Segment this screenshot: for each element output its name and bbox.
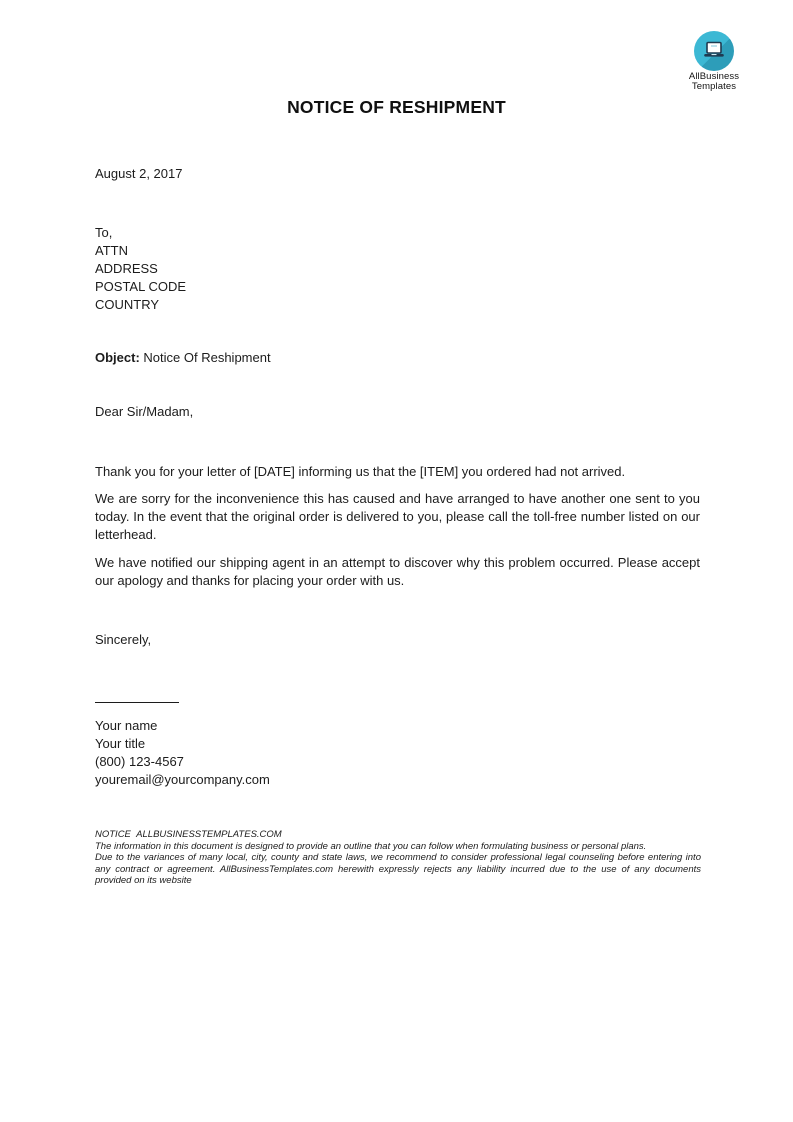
footer-legal: Due to the variances of many local, city, county and state laws, we recommend to consider professional legal counseling before entering into any contract or agreement. AllBusinessTemplates.com herewith expressly rejects any liability incurred due to the use of any documents provided on its website: [95, 852, 701, 886]
document-title: NOTICE OF RESHIPMENT: [287, 97, 506, 117]
body-paragraph: Thank you for your letter of [DATE] informing us that the [ITEM] you ordered had not arrived.: [95, 464, 626, 479]
logo-circle: [694, 31, 734, 71]
signature-email: youremail@yourcompany.com: [95, 772, 270, 787]
body-paragraph: We have notified our shipping agent in an attempt to discover why this problem occurred. Please accept our apology and thanks for placing your order with us.: [95, 555, 700, 588]
laptop-icon: [701, 41, 727, 61]
footer-line: The information in this document is designed to provide an outline that you can follow when formulating business or personal plans.: [95, 840, 647, 852]
logo: [666, 31, 762, 92]
recipient-line: To,: [95, 225, 113, 240]
subject-line: [95, 349, 700, 367]
footer: [95, 829, 701, 887]
recipient-line: COUNTRY: [95, 297, 160, 312]
subject-value: Notice Of Reshipment: [139, 350, 271, 365]
letter-date: August 2, 2017: [95, 166, 183, 181]
recipient-line: POSTAL CODE: [95, 279, 187, 294]
subject-label: Object:: [95, 350, 140, 365]
body-paragraph: We are sorry for the inconvenience this has caused and have arranged to have another one sent to you today. In the event that the original order is delivered to you, please call the toll-free number listed on our letterhead.: [95, 491, 700, 542]
logo-name-line1: AllBusiness: [688, 71, 740, 82]
logo-name-line2: Templates: [691, 81, 737, 92]
salutation: Dear Sir/Madam,: [95, 404, 194, 419]
signature-name: Your name: [95, 718, 158, 733]
footer-notice: NOTICE ALLBUSINESSTEMPLATES.COM: [95, 829, 282, 840]
signature-block: [95, 717, 700, 789]
signature-title: Your title: [95, 736, 146, 751]
recipient-block: [95, 224, 700, 314]
recipient-line: ADDRESS: [95, 261, 158, 276]
signature-phone: (800) 123-4567: [95, 754, 184, 769]
signature-line: [95, 690, 179, 703]
recipient-line: ATTN: [95, 243, 128, 258]
closing: Sincerely,: [95, 632, 152, 647]
